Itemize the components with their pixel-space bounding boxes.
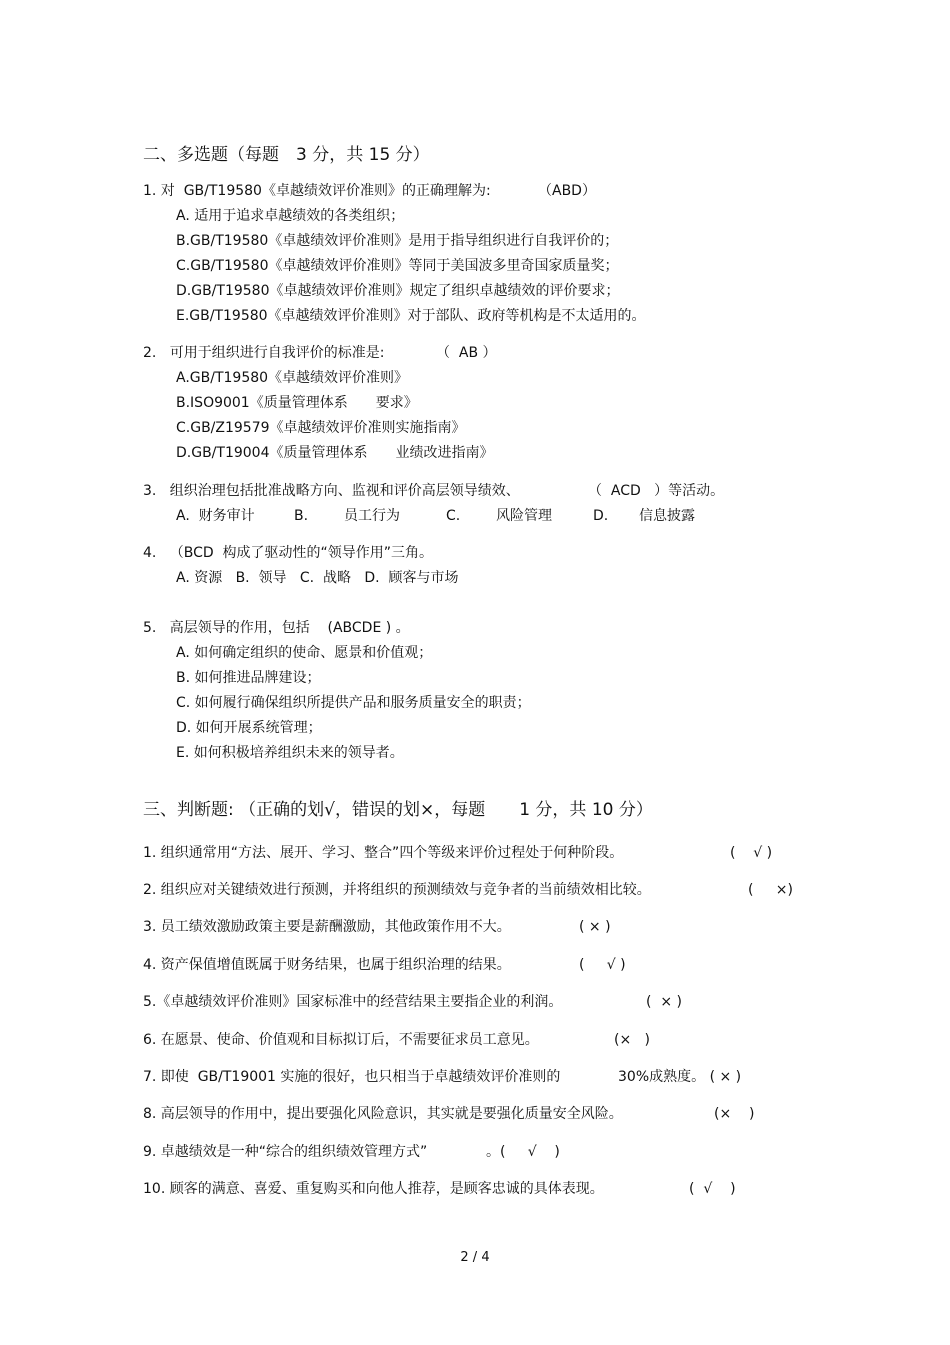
q3-answer: （ ACD ）等活动。 (588, 483, 725, 499)
q2-stem: 2. 可用于组织进行自我评价的标准是: (143, 345, 385, 361)
q2-answer: （ AB ） (436, 345, 497, 361)
tf-item-7-mark: 30%成熟度。 ( × ) (618, 1069, 742, 1085)
q4-options: A. 资源 B. 领导 C. 战略 D. 顾客与市场 (176, 570, 459, 586)
q1-option-e: E.GB/T19580《卓越绩效评价准则》对于部队、政府等机构是不太适用的。 (176, 308, 646, 324)
tf-item-10-mark: ( √ ) (689, 1181, 736, 1197)
q5-option-a: A. 如何确定组织的使命、愿景和价值观； (176, 645, 433, 661)
tf-item-2-mark: ( ×) (748, 882, 793, 898)
tf-item-5-mark: ( × ) (646, 994, 683, 1010)
tf-item-2-text: 2. 组织应对关键绩效进行预测，并将组织的预测绩效与竞争者的当前绩效相比较。 (143, 882, 651, 898)
tf-item-9-text: 9. 卓越绩效是一种“综合的组织绩效管理方式” (143, 1144, 428, 1160)
q3-option-c-text: 风险管理 (496, 508, 552, 524)
q1-stem: 1. 对 GB/T19580《卓越绩效评价准则》的正确理解为: (143, 183, 491, 199)
tf-item-4-text: 4. 资产保值增值既属于财务结果，也属于组织治理的结果。 (143, 957, 511, 973)
section3-title: 三、判断题: （正确的划√，错误的划×，每题 1 分，共 10 分） (143, 800, 653, 820)
tf-item-8-mark: (× ) (714, 1106, 755, 1122)
tf-item-7-text: 7. 即使 GB/T19001 实施的很好，也只相当于卓越绩效评价准则的 (143, 1069, 561, 1085)
tf-item-3-mark: ( × ) (579, 919, 611, 935)
q1-option-d: D.GB/T19580《卓越绩效评价准则》规定了组织卓越绩效的评价要求； (176, 283, 620, 299)
tf-item-6-text: 6. 在愿景、使命、价值观和目标拟订后，不需要征求员工意见。 (143, 1032, 539, 1048)
tf-item-3-text: 3. 员工绩效激励政策主要是薪酬激励，其他政策作用不大。 (143, 919, 511, 935)
section2-title: 二、多选题（每题 3 分，共 15 分） (143, 145, 430, 165)
tf-item-8-text: 8. 高层领导的作用中，提出要强化风险意识，其实就是要强化质量安全风险。 (143, 1106, 623, 1122)
tf-item-9-mark: 。( √ ) (486, 1144, 560, 1160)
q5-option-e: E. 如何积极培养组织未来的领导者。 (176, 745, 404, 761)
tf-item-10-text: 10. 顾客的满意、喜爱、重复购买和向他人推荐，是顾客忠诚的具体表现。 (143, 1181, 604, 1197)
q2-option-a: A.GB/T19580《卓越绩效评价准则》 (176, 370, 409, 386)
q3-option-d-text: 信息披露 (639, 508, 695, 524)
q2-option-d: D.GB/T19004《质量管理体系 业绩改进指南》 (176, 445, 494, 461)
q2-option-c: C.GB/Z19579《卓越绩效评价准则实施指南》 (176, 420, 466, 436)
tf-item-1-mark: ( √ ) (730, 845, 773, 861)
q5-option-c: C. 如何履行确保组织所提供产品和服务质量安全的职责； (176, 695, 531, 711)
tf-item-5-text: 5.《卓越绩效评价准则》国家标准中的经营结果主要指企业的利润。 (143, 994, 563, 1010)
tf-item-1-text: 1. 组织通常用“方法、展开、学习、整合”四个等级来评价过程处于何种阶段。 (143, 845, 624, 861)
q1-option-b: B.GB/T19580《卓越绩效评价准则》是用于指导组织进行自我评价的； (176, 233, 619, 249)
q5-stem: 5. 高层领导的作用，包括 (ABCDE ) 。 (143, 620, 410, 636)
q3-option-b-text: 员工行为 (344, 508, 400, 524)
q2-option-b: B.ISO9001《质量管理体系 要求》 (176, 395, 418, 411)
q1-option-a: A. 适用于追求卓越绩效的各类组织； (176, 208, 405, 224)
page-number: 2 / 4 (460, 1250, 490, 1265)
q3-option-c-letter: C. (446, 508, 461, 524)
q3-option-d-letter: D. (593, 508, 609, 524)
q1-option-c: C.GB/T19580《卓越绩效评价准则》等同于美国波多里奇国家质量奖； (176, 258, 619, 274)
q5-option-d: D. 如何开展系统管理； (176, 720, 322, 736)
q4-stem: 4. （BCD 构成了驱动性的“领导作用”三角。 (143, 545, 434, 561)
q5-option-b: B. 如何推进品牌建设； (176, 670, 321, 686)
q3-stem: 3. 组织治理包括批准战略方向、监视和评价高层领导绩效、 (143, 483, 520, 499)
tf-item-6-mark: (× ) (614, 1032, 651, 1048)
q3-option-a: A. 财务审计 (176, 508, 255, 524)
q3-option-b-letter: B. (294, 508, 309, 524)
q1-answer: （ABD） (538, 183, 596, 199)
tf-item-4-mark: ( √ ) (579, 957, 626, 973)
